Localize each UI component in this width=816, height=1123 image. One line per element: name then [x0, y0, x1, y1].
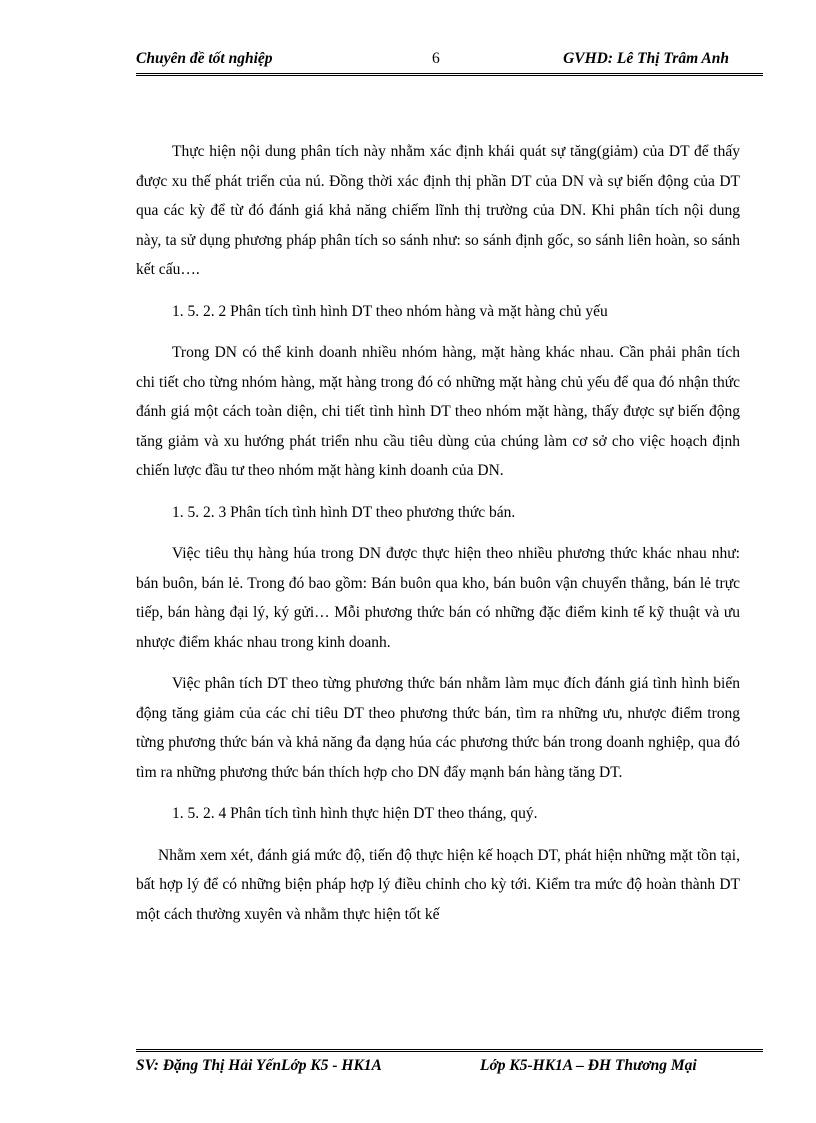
- body-paragraph: Thực hiện nội dung phân tích này nhằm xác định khái quát sự tăng(giảm) của DT để thấy được xu thế phát triển của nú. Đồng thời xác định thị phần DT của DN và sự biến động của DT qua các kỳ để từ đó đánh giá khả năng chiếm lĩnh thị trường của DN. Khi phân tích nội dung này, ta sử dụng phương pháp phân tích so sánh như: so sánh định gốc, so sánh liên hoàn, so sánh kết cấu….: [136, 143, 740, 278]
- footer-student: SV: Đặng Thị Hải YếnLớp K5 - HK1A: [136, 1057, 382, 1074]
- header-page-number: 6: [432, 50, 440, 67]
- section-heading: 1. 5. 2. 2 Phân tích tình hình DT theo nhóm hàng và mặt hàng chủ yếu: [172, 302, 608, 320]
- section-heading: 1. 5. 2. 3 Phân tích tình hình DT theo phương thức bán.: [172, 503, 516, 521]
- body-paragraph: Việc phân tích DT theo từng phương thức bán nhằm làm mục đích đánh giá tình hình biến động tăng giảm của các chỉ tiêu DT theo phương thức bán, tìm ra những ưu, nhược điểm trong từng phương thức bán và khả năng đa dạng húa các phương thức bán trong doanh nghiệp, qua đó tìm ra những phương thức bán thích hợp cho DN đẩy mạnh bán hàng tăng DT.: [136, 675, 740, 781]
- page-header: [136, 46, 761, 72]
- body-paragraph: Nhằm xem xét, đánh giá mức độ, tiến độ thực hiện kế hoạch DT, phát hiện những mặt tồn tại, bất hợp lý để có những biện pháp hợp lý điều chỉnh cho kỳ tới. Kiểm tra mức độ hoàn thành DT một cách thường xuyên và nhằm thực hiện tốt kế: [136, 846, 740, 923]
- section-heading: 1. 5. 2. 4 Phân tích tình hình thực hiện DT theo tháng, quý.: [172, 805, 538, 822]
- footer-divider: [136, 1049, 763, 1052]
- body-paragraph: Việc tiêu thụ hàng húa trong DN được thực hiện theo nhiều phương thức khác nhau như: bán buôn, bán lẻ. Trong đó bao gồm: Bán buôn qua kho, bán buôn vận chuyển thẳng, bán lẻ trực tiếp, bán hàng đại lý, ký gửi… Mỗi phương thức bán có những đặc điểm kinh tế kỹ thuật và ưu nhược điểm khác nhau trong kinh doanh.: [136, 545, 740, 651]
- header-divider: [136, 73, 763, 76]
- body-paragraph: Trong DN có thể kinh doanh nhiều nhóm hàng, mặt hàng khác nhau. Cần phải phân tích chi tiết cho từng nhóm hàng, mặt hàng trong đó có những mặt hàng chủ yếu để qua đó nhận thức đánh giá một cách toàn diện, chi tiết tình hình DT theo nhóm mặt hàng, thấy được sự biến động tăng giảm và xu hướng phát triển nhu cầu tiêu dùng của chúng làm cơ sở cho việc hoạch định chiến lược đầu tư theo nhóm mặt hàng kinh doanh của DN.: [136, 344, 740, 479]
- document-body: [136, 137, 740, 941]
- footer-institution: Lớp K5-HK1A – ĐH Thương Mại: [480, 1057, 697, 1074]
- header-document-title: Chuyên đề tốt nghiệp: [136, 50, 273, 67]
- header-supervisor: GVHD: Lê Thị Trâm Anh: [563, 50, 729, 67]
- page-footer: [136, 1055, 761, 1079]
